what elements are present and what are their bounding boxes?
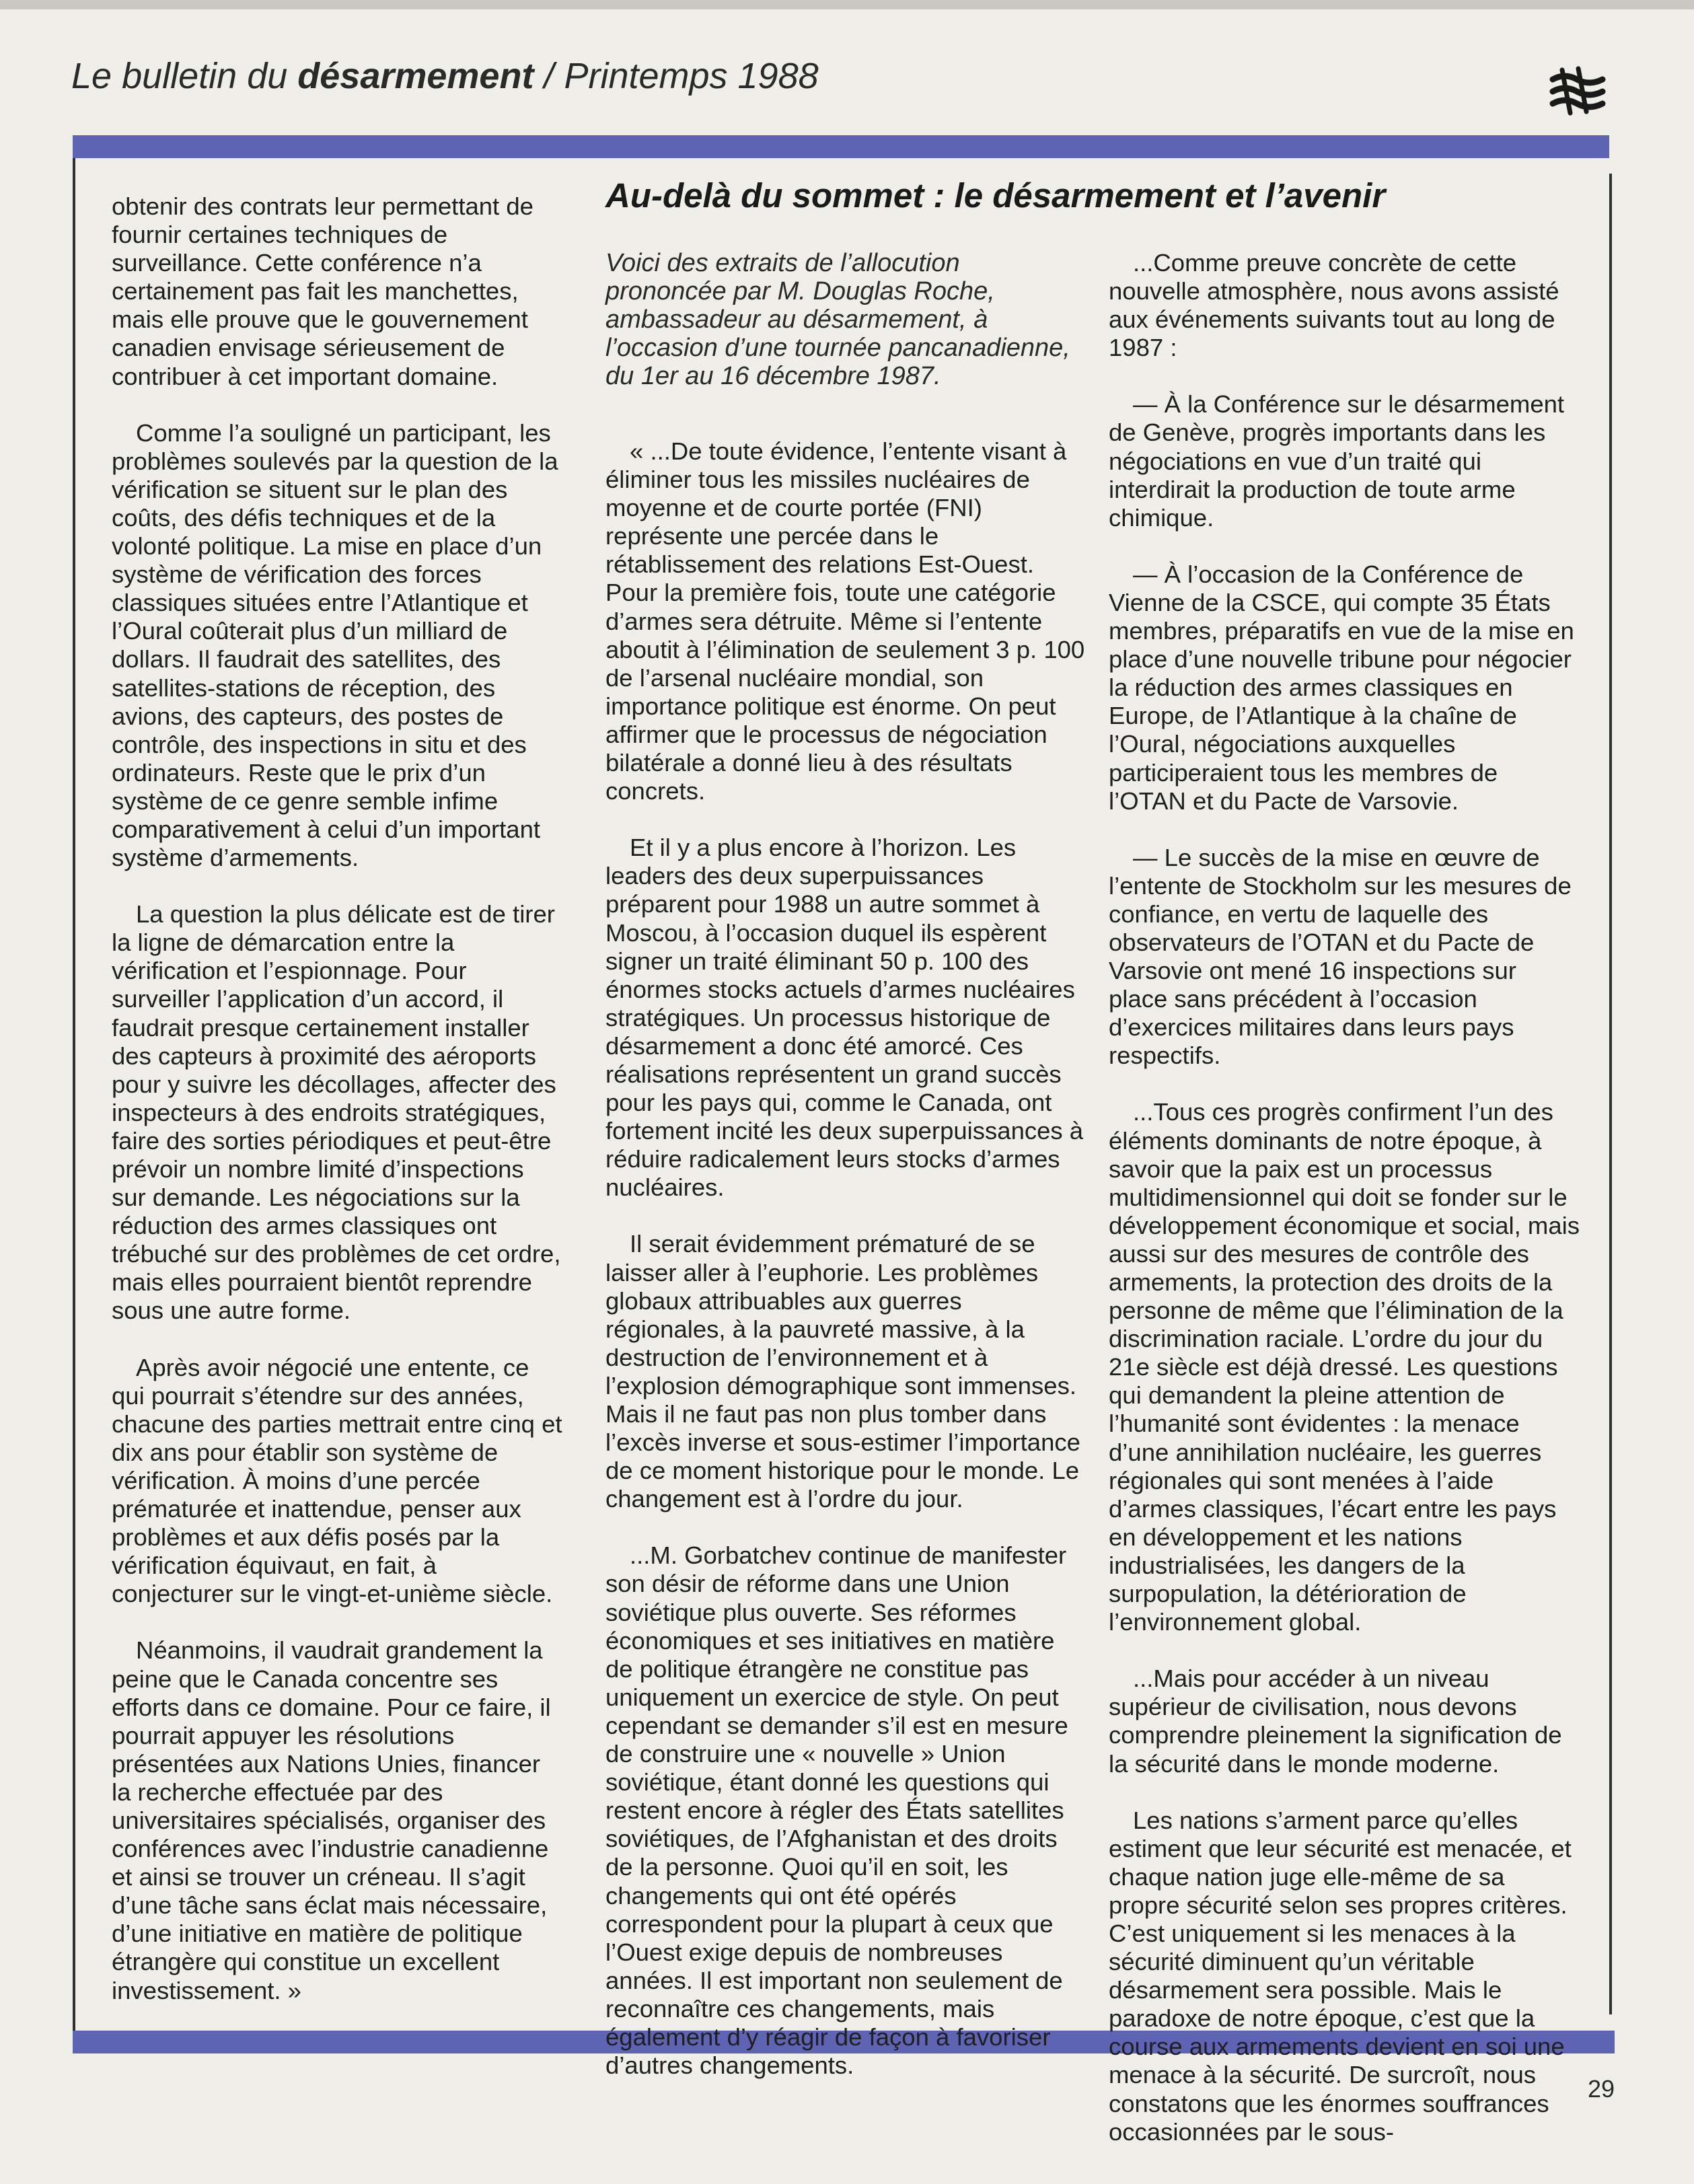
col3-paragraph-7: Les nations s’arment parce qu’elles estiment que leur sécurité est menacée, et chaque nation juge elle-même de sa propre sécurité selon ses propres critères. C’est uniquement si les menaces à la sécurité diminuent qu’un véritable désarmement sera possible. Mais le paradoxe de notre époque, c’est que la course aux armements devient en soi une menace à la sécurité. De surcroît, nous constatons que les énormes souffrances occasionnées par le sous- (1109, 1806, 1572, 2146)
wavy-stripes-emblem-icon (1547, 65, 1609, 118)
right-border-line (1609, 174, 1612, 2014)
col1-paragraph-1: obtenir des contrats leur permettant de fournir certaines techniques de surveillance. Cette conférence n’a certainement pas fait les manchettes, mais elle prouve que le gouvernement canadien envisage sérieusement de contribuer à cet important domaine. (112, 192, 533, 390)
page-edge (0, 0, 1694, 9)
column-3 (1109, 249, 1580, 2175)
col3-paragraph-4: — Le succès de la mise en œuvre de l’entente de Stockholm sur les mesures de confiance, en vertu de laquelle des observateurs de l’OTAN et du Pacte de Varsovie ont mené 16 inspections sur place sans précédent à l’occasion d’exercices militaires dans leurs pays respectifs. (1109, 843, 1572, 1070)
col1-paragraph-5: Néanmoins, il vaudrait grandement la peine que le Canada concentre ses efforts dans ce domaine. Pour ce faire, il pourrait appuyer les résolutions présentées aux Nations Unies, financer la recherche effectuée par des universitaires spécialisés, organiser des conférences avec l’industrie canadienne et ainsi se trouver un créneau. Il s’agit d’une tâche sans éclat mais nécessaire, d’une initiative en matière de politique étrangère qui constitue un excellent investissement. » (112, 1636, 551, 2004)
col1-paragraph-3: La question la plus délicate est de tirer la ligne de démarcation entre la vérification et l’espionnage. Pour surveiller l’application d’un accord, il faudrait presque certainement installer des capteurs à proximité des aéroports pour y suivre les décollages, affecter des inspecteurs à des endroits stratégiques, faire des sorties périodiques et peut-être prévoir un nombre limité d’inspections sur demande. Les négociations sur la réduction des armes classiques ont trébuché sur des problèmes de cet ordre, mais elles pourraient bientôt reprendre sous une autre forme. (112, 900, 561, 1325)
col2-paragraph-4: ...M. Gorbatchev continue de manifester son désir de réforme dans une Union soviétique plus ouverte. Ses réformes économiques et ses initiatives en matière de politique étrangère ne constitue pas uniquement un exercice de style. On peut cependant se demander s’il est en mesure de construire une « nouvelle » Union soviétique, étant donné les questions qui restent encore à régler des États satellites soviétiques, de l’Afghanistan et des droits de la personne. Quoi qu’il en soit, les changements qui ont été opérés correspondent pour la plupart à ceux que l’Ouest exige depuis de nombreuses années. Il est important non seulement de reconnaître ces changements, mais également d’y réagir de façon à favoriser d’autres changements. (605, 1541, 1068, 2080)
col3-paragraph-1: ...Comme preuve concrète de cette nouvelle atmosphère, nous avons assisté aux événements suivants tout au long de 1987 : (1109, 249, 1559, 362)
header-rule-bar (73, 135, 1609, 158)
page-number: 29 (1588, 2075, 1615, 2103)
col1-paragraph-2: Comme l’a souligné un participant, les problèmes soulevés par la question de la vérification se situent sur le plan des coûts, des défis techniques et de la volonté politique. La mise en place d’un système de vérification des forces classiques situées entre l’Atlantique et l’Oural coûterait plus d’un milliard de dollars. Il faudrait des satellites, des satellites-stations de réception, des avions, des capteurs, des postes de contrôle, des inspections in situ et des ordinateurs. Reste que le prix d’un système de ce genre semble infime comparativement à celui d’un important système d’armements. (112, 418, 558, 872)
running-head-part2: désarmement (297, 56, 534, 96)
running-head (71, 55, 819, 97)
col3-paragraph-5: ...Tous ces progrès confirment l’un des éléments dominants de notre époque, à savoir que la paix est un processus multidimensionnel qui doit se fonder sur le développement économique et social, mais aussi sur des mesures de contrôle des armements, la protection des droits de la personne de même que l’élimination de la discrimination raciale. L’ordre du jour du 21e siècle est déjà dressé. Les questions qui demandent la pleine attention de l’humanité sont évidentes : la menace d’une annihilation nucléaire, les guerres régionales qui sont menées à l’aide d’armes classiques, l’écart entre les pays en développement et les nations industrialisées, les dangers de la surpopulation, la détérioration de l’environnement global. (1109, 1098, 1580, 1636)
column-2 (605, 437, 1089, 2108)
col1-paragraph-4: Après avoir négocié une entente, ce qui pourrait s’étendre sur des années, chacune des parties mettrait entre cinq et dix ans pour établir son système de vérification. À moins d’une percée prématurée et inattendue, penser aux problèmes et aux défis posés par la vérification équivaut, en fait, à conjecturer sur le vingt-et-unième siècle. (112, 1353, 562, 1608)
col2-paragraph-1: « ...De toute évidence, l’entente visant à éliminer tous les missiles nucléaires de moyenne et de courte portée (FNI) représente une percée dans le rétablissement des relations Est-Ouest. Pour la première fois, toute une catégorie d’armes sera détruite. Même si l’entente aboutit à l’élimination de seulement 3 p. 100 de l’arsenal nucléaire mondial, son importance politique est énorme. On peut affirmer que le processus de négociation bilatérale a donné lieu à des résultats concrets. (605, 437, 1085, 805)
col2-paragraph-3: Il serait évidemment prématuré de se laisser aller à l’euphorie. Les problèmes globaux attribuables aux guerres régionales, à la pauvreté massive, à la destruction de l’environnement et à l’explosion démographique sont immenses. Mais il ne faut pas non plus tomber dans l’excès inverse et sous-estimer l’importance de ce moment historique pour le monde. Le changement est à l’ordre du jour. (605, 1230, 1080, 1513)
left-border-line (73, 158, 75, 2031)
article-headline: Au-delà du sommet : le désarmement et l’avenir (605, 176, 1386, 215)
col3-paragraph-3: — À l’occasion de la Conférence de Vienne de la CSCE, qui compte 35 États membres, préparatifs en vue de la mise en place d’une nouvelle tribune pour négocier la réduction des armes classiques en Europe, de l’Atlantique à la chaîne de l’Oural, négociations auxquelles participeraient tous les membres de l’OTAN et du Pacte de Varsovie. (1109, 560, 1574, 815)
running-head-part3: / Printemps 1988 (533, 56, 819, 96)
column-1 (112, 192, 564, 2033)
running-head-part1: Le bulletin du (71, 56, 298, 96)
col2-paragraph-2: Et il y a plus encore à l’horizon. Les leaders des deux superpuissances préparent pour 1988 un autre sommet à Moscou, à l’occasion duquel ils espèrent signer un traité éliminant 50 p. 100 des énormes stocks actuels d’armes nucléaires stratégiques. Un processus historique de désarmement a donc été amorcé. Ces réalisations représentent un grand succès pour les pays qui, comme le Canada, ont fortement incité les deux superpuissances à réduire radicalement leurs stocks d’armes nucléaires. (605, 834, 1084, 1202)
col3-paragraph-6: ...Mais pour accéder à un niveau supérieur de civilisation, nous devons comprendre pleinement la signification de la sécurité dans le monde moderne. (1109, 1665, 1562, 1778)
col3-paragraph-2: — À la Conférence sur le désarmement de Genève, progrès importants dans les négociations en vue d’un traité qui interdirait la production de toute arme chimique. (1109, 390, 1565, 532)
article-intro: Voici des extraits de l’allocution prononcée par M. Douglas Roche, ambassadeur au désarmement, à l’occasion d’une tournée pancanadienne, du 1er au 16 décembre 1987. (605, 249, 1070, 390)
